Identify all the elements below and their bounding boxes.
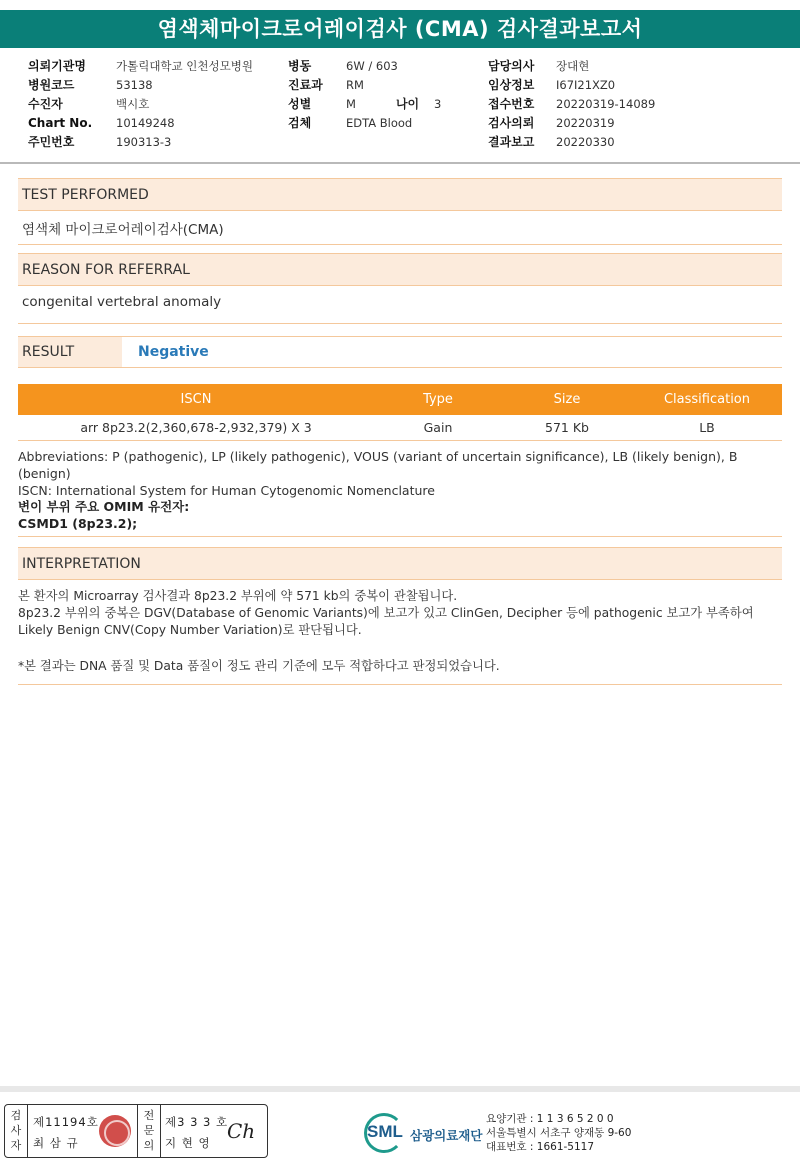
cnv-table — [18, 384, 782, 441]
quality-note: *본 결과는 DNA 품질 및 Data 품질이 정도 관리 기준에 모두 적합하다고 판정되었습니다. — [18, 659, 500, 673]
info-label: 임상정보 — [488, 78, 535, 92]
specialist-license: 제3 3 3 호 — [165, 1115, 229, 1129]
age-value: 3 — [433, 97, 442, 111]
info-row — [488, 133, 655, 152]
result-section — [18, 336, 782, 368]
divider — [18, 536, 782, 537]
table-header-row — [18, 384, 782, 415]
info-row — [288, 114, 441, 133]
signature-box — [4, 1104, 268, 1158]
info-label: 결과보고 — [488, 135, 535, 149]
info-label: 주민번호 — [28, 135, 75, 149]
footer-divider — [0, 1086, 800, 1092]
column-header: Size — [502, 384, 632, 415]
age-label: 나이 — [395, 97, 420, 111]
info-label: 담당의사 — [488, 59, 535, 73]
info-value: 6W / 603 — [346, 59, 398, 73]
test-performed-value: 염색체 마이크로어레이검사(CMA) — [22, 222, 224, 238]
omim-genes — [18, 498, 189, 532]
abbreviations-line: ISCN: International System for Human Cytogenomic Nomenclature — [18, 483, 435, 498]
info-label: 접수번호 — [488, 97, 535, 111]
info-row — [488, 114, 655, 133]
info-row — [288, 76, 441, 95]
info-value: EDTA Blood — [346, 116, 413, 130]
info-value: 53138 — [116, 78, 153, 92]
info-row — [488, 76, 655, 95]
specialist-name: 지 현 영 — [165, 1136, 211, 1150]
info-row — [288, 57, 441, 76]
seal-stamp-icon — [99, 1115, 131, 1147]
logo-text: SML — [367, 1122, 403, 1141]
omim-title: 변이 부위 주요 OMIM 유전자: — [18, 499, 190, 514]
info-value: 장대현 — [556, 59, 590, 73]
column-header: ISCN — [18, 384, 374, 415]
patient-info-column-2 — [288, 57, 441, 133]
divider — [18, 323, 782, 324]
divider — [137, 1105, 138, 1157]
info-label: 의뢰기관명 — [28, 59, 86, 73]
report-title: 염색체마이크로어레이검사 (CMA) 검사결과보고서 — [0, 10, 800, 48]
info-label: 진료과 — [288, 78, 323, 92]
info-label: Chart No. — [28, 116, 93, 130]
info-value: 가톨릭대학교 인천성모병원 — [116, 59, 253, 73]
signature: Ch — [227, 1119, 256, 1143]
info-label: 검사의뢰 — [488, 116, 535, 130]
info-value: RM — [346, 78, 364, 92]
result-heading: RESULT — [18, 337, 122, 367]
column-header: Type — [374, 384, 502, 415]
divider — [160, 1105, 161, 1157]
patient-info-column-1 — [28, 57, 253, 152]
examiner-label: 검사자 — [10, 1109, 22, 1152]
reason-heading: REASON FOR REFERRAL — [18, 253, 782, 286]
info-row — [488, 57, 655, 76]
info-value: 190313-3 — [116, 135, 172, 149]
interpretation-line: 본 환자의 Microarray 검사결과 8p23.2 부위에 약 571 kb의 중복이 관찰됩니다. — [18, 589, 458, 603]
info-value: 20220319 — [556, 116, 615, 130]
info-value: M — [346, 97, 356, 111]
info-value: I67I21XZ0 — [556, 78, 616, 92]
specialist-label: 전문의 — [143, 1109, 155, 1152]
patient-info-header — [0, 52, 800, 164]
organization-name: 삼광의료재단 — [410, 1128, 483, 1143]
column-header: Classification — [632, 384, 782, 415]
info-value: 백시호 — [116, 97, 150, 111]
test-performed-heading: TEST PERFORMED — [18, 178, 782, 211]
info-label: 성별 — [288, 97, 312, 111]
info-row — [28, 133, 253, 152]
examiner-license: 제11194호 — [33, 1115, 99, 1129]
info-label: 병원코드 — [28, 78, 75, 92]
info-label: 검체 — [288, 116, 312, 130]
info-row — [28, 57, 253, 76]
reason-value: congenital vertebral anomaly — [22, 294, 222, 310]
divider — [18, 684, 782, 685]
info-row — [288, 95, 441, 114]
interpretation-heading: INTERPRETATION — [18, 547, 782, 580]
divider — [18, 244, 782, 245]
info-value: 20220319-14089 — [556, 97, 656, 111]
info-value: 10149248 — [116, 116, 175, 130]
info-row — [28, 76, 253, 95]
abbreviations-line: Abbreviations: P (pathogenic), LP (likely pathogenic), VOUS (variant of uncertain significance), LB (likely benign), B (benign) — [18, 449, 738, 481]
institution-code: 요양기관 : 1 1 3 6 5 2 0 0 — [486, 1113, 614, 1125]
interpretation-text — [18, 588, 788, 639]
table-row — [18, 415, 782, 440]
institution-info — [486, 1112, 631, 1154]
info-row — [488, 95, 655, 114]
table-cell: arr 8p23.2(2,360,678-2,932,379) X 3 — [18, 415, 374, 440]
interpretation-line: 8p23.2 부위의 중복은 DGV(Database of Genomic Variants)에 보고가 있고 ClinGen, Decipher 등에 pathogenic 보고가 부족하여 Likely Benign CNV(Copy Number Variation)로 판단됩니다. — [18, 606, 754, 637]
info-label: 수진자 — [28, 97, 63, 111]
abbreviations — [18, 448, 788, 499]
info-row — [28, 95, 253, 114]
table-cell: 571 Kb — [502, 415, 632, 440]
table-cell: Gain — [374, 415, 502, 440]
institution-address: 서울특별시 서초구 양재동 9-60 — [486, 1127, 632, 1139]
patient-info-column-3 — [488, 57, 655, 152]
institution-phone: 대표번호 : 1661-5117 — [486, 1141, 595, 1153]
omim-gene-list: CSMD1 (8p23.2); — [18, 516, 138, 531]
table-cell: LB — [632, 415, 782, 440]
divider — [27, 1105, 28, 1157]
examiner-name: 최 삼 규 — [33, 1136, 79, 1150]
result-value: Negative — [138, 344, 209, 360]
info-value: 20220330 — [556, 135, 615, 149]
info-label: 병동 — [288, 59, 312, 73]
info-row — [28, 114, 253, 133]
